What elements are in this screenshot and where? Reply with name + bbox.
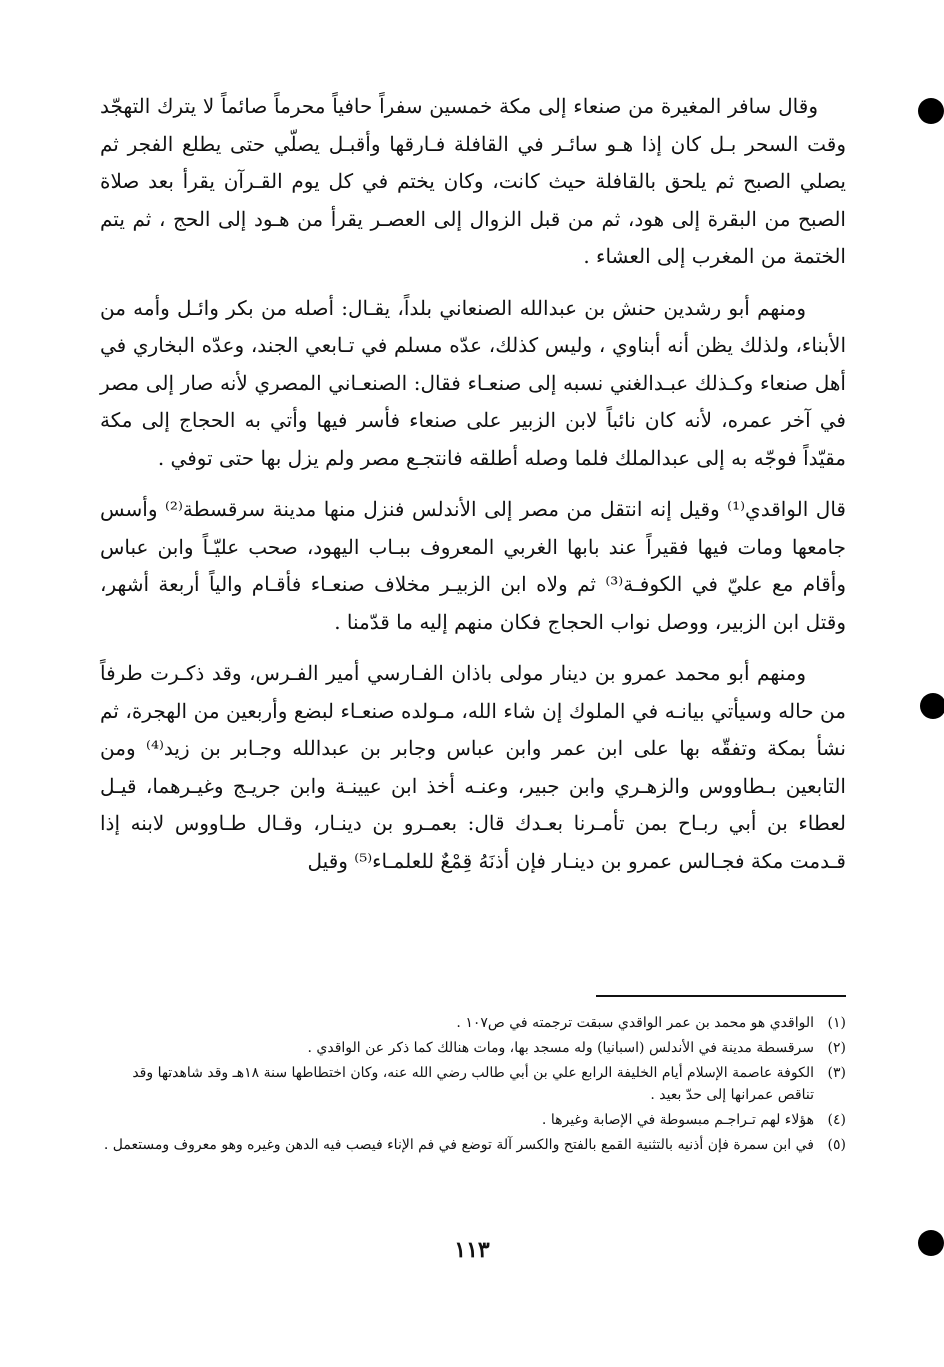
binder-hole-mark bbox=[918, 1230, 944, 1256]
paragraph: ومنهم أبو محمد عمرو بن دينار مولى باذان الفـارسي أمير الفـرس، وقد ذكـرت طرفاً من حاله وسيأتي بيانـه في الملوك إن شاء الله، مـولده صنعـاء لبضع وأربعين من الهجرة، ثم نشأ بمكة وتفقّه بها على ابن عمر وابن عباس وجابر بن عبدالله وجـابر بن زيد⁽⁴⁾ ومن التابعين بـطاووس والزهـري وابن جبير، وعنـه أخذ ابن عيينـة وابن جريـج وغيـرهما، قيـل لعطاء بن أبي ربـاح بمن تأمـرنا بعـدك قال: بعمـرو بن دينـار، وقـال طـاووس لابنه إذا قـدمت مكة فجـالس عمرو بن دينـار فإن أذنَهُ قِمْعٌ للعلمـاء⁽⁵⁾ وقيل bbox=[100, 661, 846, 873]
paragraph: وقال سافر المغيرة من صنعاء إلى مكة خمسين سفراً حافياً محرماً صائماً لا يترك التهجّد وقت السحر بـل كان إذا هـو سائـر في القافلة فـارقها وأقبـل يصلّي حتى يطلع الفجر ثم يصلي الصبح ثم يلحق بالقافلة حيث كانت، وكان يختم في كل يوم القـرآن يقرأ بعد صلاة الصبح من البقرة إلى هود، ثم من قبل الزوال إلى العصـر يقرأ من هـود إلى الحج ، ثم يتم الختمة من المغرب إلى العشاء . bbox=[100, 94, 846, 268]
footnote-text: سرقسطة مدينة في الأندلس (اسبانيا) وله مسجد بها، ومات هنالك كما ذكر عن الواقدي . bbox=[307, 1040, 814, 1056]
footnote bbox=[100, 1037, 846, 1059]
footnote-separator bbox=[596, 995, 846, 997]
binder-hole-mark bbox=[918, 98, 944, 124]
page-number: ١١٣ bbox=[454, 1237, 490, 1263]
footnote-text: هؤلاء لهم تـراجـم مبسوطة في الإصابة وغيرها . bbox=[541, 1112, 814, 1128]
footnote bbox=[100, 1109, 846, 1131]
footnote-number: (٢) bbox=[827, 1040, 846, 1056]
footnote-text: الواقدي هو محمد بن عمر الواقدي سبقت ترجمته في ص١٠٧ . bbox=[456, 1015, 814, 1031]
footnote-text: الكوفة عاصمة الإسلام أيام الخليفة الرابع علي بن أبي طالب رضي الله عنه، وكان اختطاطها سنة ١٨هـ وقد شاهدتها وقد تناقص عمرانها إلى حدّ بعيد . bbox=[132, 1065, 814, 1103]
paragraph: ومنهم أبو رشدين حنش بن عبدالله الصنعاني بلداً، يقـال: أصله من بكر وائـل وأمه من الأبناء، ولذلك يظن أنه أبناوي ، وليس كذلك، عدّه مسلم في تـابعي الجند، وعدّه البخاري في أهل صنعاء وكـذلك عبـدالغني نسبه إلى صنعـاء فقال: الصنعـاني المصري لأنه صار إلى مصر في آخر عمره، لأنه كان نائباً لابن الزبير على صنعاء فأسر فيها وأتي به الحجاج إلى مكة مقيّداً فوجّه به إلى عبدالملك فلما وصله أطلقه فانتجـع مصر ولم يزل بها حتى توفي . bbox=[100, 295, 846, 470]
footnotes bbox=[100, 1012, 846, 1159]
body-text bbox=[100, 88, 846, 894]
footnote bbox=[100, 1062, 846, 1106]
binder-hole-mark bbox=[920, 693, 944, 719]
footnote bbox=[100, 1134, 846, 1156]
footnote-number: (١) bbox=[827, 1015, 846, 1031]
footnote-number: (٥) bbox=[827, 1137, 846, 1153]
footnote-number: (٣) bbox=[827, 1065, 846, 1081]
footnote bbox=[100, 1012, 846, 1034]
paragraph: قال الواقدي⁽¹⁾ وقيل إنه انتقل من مصر إلى الأندلس فنزل منها مدينة سرقسطة⁽²⁾ وأسس جامعها ومات فيها فقيراً عند بابها الغربي المعروف ببـاب اليهود، صحب عليّـاً وابن عباس وأقام مع عليّ في الكوفـة⁽³⁾ ثم ولاه ابن الزبيـر مخلاف صنعـاء فأقـام والياً أربعة أشهر، وقتل ابن الزبير، ووصل نواب الحجاج فكان منهم إليه ما قدّمنا . bbox=[100, 497, 846, 634]
footnote-number: (٤) bbox=[827, 1112, 846, 1128]
footnote-text: في ابن سمرة فإن أذنيه بالتثنية القمع بالفتح والكسر آلة توضع في فم الإناء فيصب فيه الدهن وغيره وهو معروف ومستعمل . bbox=[103, 1137, 814, 1153]
